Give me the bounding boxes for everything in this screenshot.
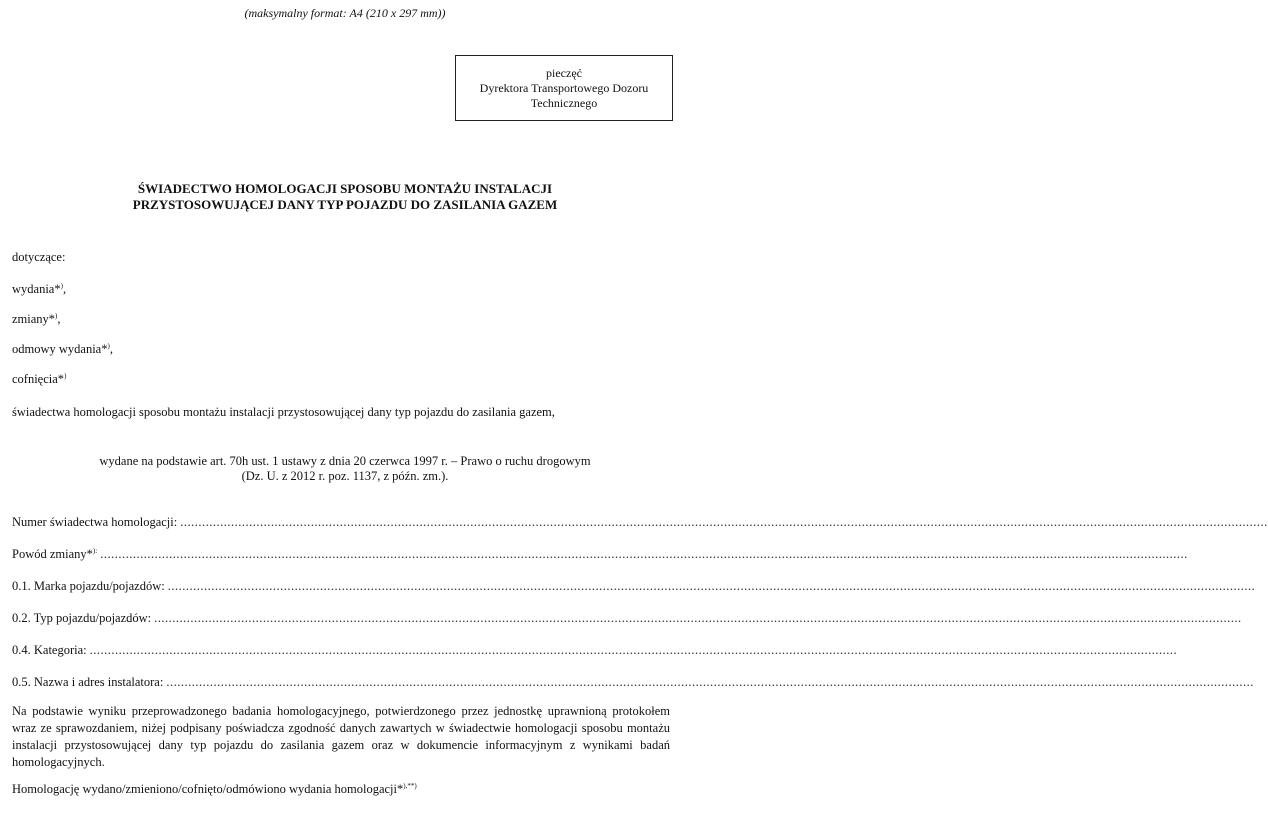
- legal-basis-line-1: wydane na podstawie art. 70h ust. 1 ustawy z dnia 20 czerwca 1997 r. – Prawo o ruchu drogowym: [99, 454, 591, 468]
- subject-line: świadectwa homologacji sposobu montażu instalacji przystosowującej dany typ pojazdu do zasilania gazem,: [12, 405, 555, 419]
- homologation-text: Homologację wydano/zmieniono/cofnięto/odmówiono wydania homologacji*: [12, 782, 404, 796]
- stamp-line-1: pieczęć: [546, 66, 582, 80]
- option-issue-label: wydania*: [12, 282, 61, 296]
- field-vehicle-make[interactable]: [12, 579, 1256, 594]
- comma: ,: [62, 282, 67, 296]
- homologation-line: [12, 782, 417, 797]
- field-label: 0.2. Typ pojazdu/pojazdów:: [12, 611, 152, 625]
- footnote-mark: ): [60, 281, 63, 290]
- fill-in-dots[interactable]: ............................................................................................................................................................................................................................................................................................................: [154, 611, 1242, 625]
- field-category[interactable]: [12, 643, 1178, 658]
- footnote-mark: ): [64, 371, 67, 380]
- field-label: 0.4. Kategoria:: [12, 643, 87, 657]
- option-issue: [12, 282, 66, 297]
- option-change-label: zmiany*: [12, 312, 56, 326]
- option-refusal-label: odmowy wydania*: [12, 342, 108, 356]
- option-withdrawal: [12, 372, 66, 387]
- fill-in-dots[interactable]: ............................................................................................................................................................................................................................................................................................................: [100, 547, 1188, 561]
- fill-in-dots[interactable]: ............................................................................................................................................................................................................................................................................................................: [166, 675, 1254, 689]
- field-certificate-number[interactable]: [12, 515, 1268, 530]
- footnote-mark: ): [107, 341, 110, 350]
- field-label: 0.1. Marka pojazdu/pojazdów:: [12, 579, 165, 593]
- field-change-reason[interactable]: [12, 546, 1188, 562]
- statement-paragraph: Na podstawie wyniku przeprowadzonego badania homologacyjnego, potwierdzonego przez jednostkę uprawnioną protokołem wraz ze sprawozdaniem, niżej podpisany poświadcza zgodność danych zawartych w świadectwie homologacji sposobu montażu instalacji przystosowującej dany typ pojazdu do zasilania gazem oraz w dokumencie informacyjnym z wynikami badań homologacyjnych.: [12, 704, 670, 769]
- comma: ,: [57, 312, 61, 326]
- field-vehicle-type[interactable]: [12, 611, 1242, 626]
- fill-in-dots[interactable]: ............................................................................................................................................................................................................................................................................................................: [180, 515, 1268, 529]
- title-line-1: ŚWIADECTWO HOMOLOGACJI SPOSOBU MONTAŻU INSTALACJI: [137, 181, 553, 196]
- fill-in-dots[interactable]: ............................................................................................................................................................................................................................................................................................................: [167, 579, 1256, 593]
- stamp-box: [455, 55, 673, 121]
- concerning-label: dotyczące:: [12, 250, 66, 264]
- field-installer-name-address[interactable]: [12, 675, 1254, 690]
- document-title: [0, 181, 690, 213]
- stamp-line-3: Technicznego: [530, 96, 598, 110]
- option-refusal: [12, 342, 113, 357]
- option-change: [12, 312, 61, 327]
- legal-basis-line-2: (Dz. U. z 2012 r. poz. 1137, z późn. zm.).: [241, 469, 449, 483]
- field-label: Powód zmiany*):: [12, 546, 98, 561]
- format-note: (maksymalny format: A4 (210 x 297 mm)): [244, 6, 446, 20]
- field-label: 0.5. Nazwa i adres instalatora:: [12, 675, 164, 689]
- title-line-2: PRZYSTOSOWUJĄCEJ DANY TYP POJAZDU DO ZASILANIA GAZEM: [132, 197, 558, 212]
- comma: ,: [109, 342, 113, 356]
- option-withdrawal-label: cofnięcia*: [12, 372, 65, 386]
- field-label: Numer świadectwa homologacji:: [12, 515, 178, 529]
- footnote-mark: ): [55, 311, 58, 320]
- footnote-mark: ),**): [403, 781, 417, 790]
- legal-basis: [0, 454, 690, 484]
- stamp-line-2: Dyrektora Transportowego Dozoru: [479, 81, 649, 95]
- fill-in-dots[interactable]: ............................................................................................................................................................................................................................................................................................................: [89, 643, 1178, 657]
